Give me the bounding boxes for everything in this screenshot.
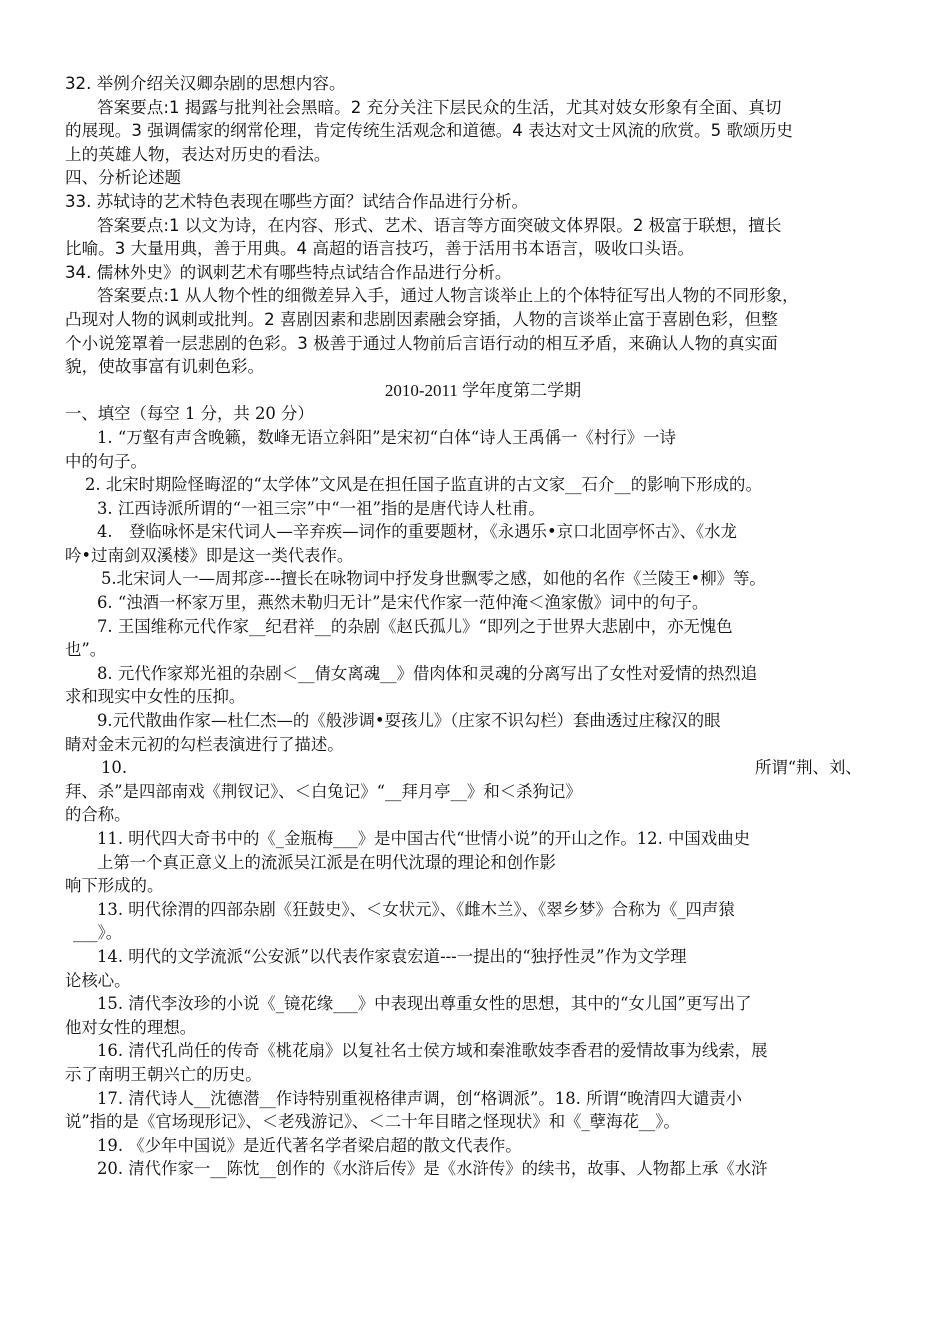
section-heading-analysis: 四、分析论述题 (65, 168, 182, 188)
question-32: 32. 举例介绍关汉卿杂剧的思想内容。 (65, 74, 346, 93)
fill-2: 2. 北宋时期险怪晦涩的“太学体”文风是在担任国子监直讲的古文家__石介__的影响下形成的。 (85, 475, 762, 495)
fill-14-line-1: 14. 明代的文学流派“公安派”以代表作家袁宏道---一提出的“独抒性灵”作为文学理 (97, 946, 687, 966)
fill-11-line-1: 11. 明代四大奇书中的《_金瓶梅___》是中国古代“世情小说”的开山之作。12. 中国戏曲史 (97, 829, 750, 848)
fill-8-line-2: 求和现实中女性的压抑。 (65, 687, 246, 707)
fill-10-number: 10. (101, 758, 128, 778)
fill-3: 3. 江西诗派所谓的“一祖三宗”中“一祖”指的是唐代诗人杜甫。 (97, 498, 545, 518)
fill-9-line-1: 9.元代散曲作家—杜仁杰—的《般涉调•耍孩儿》（庄家不识勾栏）套曲透过庄稼汉的眼 (97, 711, 721, 731)
fill-19: 19. 《少年中国说》是近代著名学者梁启超的散文代表作。 (97, 1135, 522, 1155)
fill-20-line-1: 20. 清代作家一__陈忱__创作的《水浒后传》是《水浒传》的续书，故事、人物都上承《水浒 (97, 1159, 768, 1179)
section-heading-fill-blank: 一、填空（每空 1 分，共 20 分） (65, 404, 314, 424)
question-34: 34. 儒林外史》的讽刺艺术有哪些特点试结合作品进行分析。 (65, 262, 512, 282)
fill-8-line-1: 8. 元代作家郑光祖的杂剧＜__倩女离魂__》借肉体和灵魂的分离写出了女性对爱情的热烈追 (97, 663, 758, 683)
term-title: 2010-2011 学年度第二学期 (384, 380, 582, 400)
fill-12-line-1: 上第一个真正意义上的流派吴江派是在明代沈璟的理论和创作影 (97, 852, 556, 872)
fill-16-line-1: 16. 清代孔尚任的传奇《桃花扇》以复社名士侯方域和秦淮歌妓李香君的爱情故事为线索，展 (97, 1041, 768, 1061)
fill-17-line-1: 17. 清代诗人__沈德潜__作诗特别重视格律声调，创“格调派”。18. 所谓“晚清四大谴责小 (97, 1088, 742, 1108)
fill-13-line-1: 13. 明代徐渭的四部杂剧《狂鼓史》、＜女状元》、《雌木兰》、《翠乡梦》合称为《_四声猿 (97, 899, 735, 919)
answer-34-line-4: 貌，使故事富有讥刺色彩。 (65, 357, 265, 377)
fill-5: 5.北宋词人一—周邦彦---擅长在咏物词中抒发身世飘零之感，如他的名作《兰陵王•柳》等。 (101, 569, 766, 589)
document-page (65, 72, 901, 1181)
question-33: 33. 苏轼诗的艺术特色表现在哪些方面？试结合作品进行分析。 (65, 191, 529, 211)
fill-16-line-2: 示了南明王朝兴亡的历史。 (65, 1064, 262, 1084)
answer-32-line-3: 上的英雄人物，表达对历史的看法。 (65, 144, 331, 164)
answer-33-line-1: 答案要点:1 以文为诗，在内容、形式、艺术、语言等方面突破文体界限。2 极富于联想，擅长 (97, 215, 782, 235)
fill-15-line-1: 15. 清代李汝珍的小说《_镜花缘___》中表现出尊重女性的思想，其中的“女儿国”更写出了 (97, 994, 752, 1014)
fill-14-line-2: 论核心。 (65, 970, 131, 990)
fill-12-line-2: 响下形成的。 (65, 876, 164, 896)
fill-9-line-2: 睛对金末元初的勾栏表演进行了描述。 (65, 734, 344, 754)
fill-4-line-1: 4. 登临咏怀是宋代词人—辛弃疾—词作的重要题材，《永遇乐•京口北固亭怀古》、《水龙 (97, 522, 737, 542)
fill-15-line-2: 他对女性的理想。 (65, 1017, 197, 1037)
fill-1-line-2: 中的句子。 (65, 451, 147, 471)
fill-1-line-1: 1. “万壑有声含晚籁，数峰无语立斜阳”是宋初“白体“诗人王禹偁一《村行》一诗 (97, 427, 676, 447)
answer-34-line-3: 个小说笼罩着一层悲剧的色彩。3 极善于通过人物前后言语行动的相互矛盾，来确认人物的真实面 (65, 333, 778, 353)
fill-13-line-2: ___》。 (73, 923, 123, 943)
answer-32-line-2: 的展现。3 强调儒家的纲常伦理，肯定传统生活观念和道德。4 表达对文士风流的欣赏。5 歌颂历史 (65, 121, 793, 141)
fill-10-line-2: 拜、杀”是四部南戏《荆钗记》、＜白兔记》“__拜月亭__》和＜杀狗记》 (65, 781, 582, 801)
answer-34-line-2: 凸现对人物的讽刺或批判。2 喜剧因素和悲剧因素融会穿插，人物的言谈举止富于喜剧色彩，但整 (65, 309, 778, 329)
answer-33-line-2: 比喻。3 大量用典，善于用典。4 高超的语言技巧，善于活用书本语言，吸收口头语。 (65, 239, 695, 259)
fill-7-line-2: 也”。 (65, 640, 107, 660)
fill-6: 6. “浊酒一杯家万里，燕然未勒归无计”是宋代作家一范仲淹＜渔家傲》词中的句子。 (97, 593, 709, 613)
fill-18-line-2: 说”指的是《官场现形记》、＜老残游记》、＜二十年目睹之怪现状》和《_孽海花__》。 (65, 1112, 680, 1132)
answer-32-line-1: 答案要点:1 揭露与批判社会黑暗。2 充分关注下层民众的生活，尤其对妓女形象有全面、真切 (97, 97, 782, 117)
answer-34-line-1: 答案要点:1 从人物个性的细微差异入手，通过人物言谈举止上的个体特征写出人物的不同形象， (97, 286, 799, 306)
fill-7-line-1: 7. 王国维称元代作家__纪君祥__的杂剧《赵氏孤儿》“即列之于世界大悲剧中，亦无愧色 (97, 616, 733, 636)
fill-4-line-2: 吟•过南剑双溪楼》即是这一类代表作。 (65, 545, 354, 565)
fill-10-lead: 所谓“荆、刘、 (755, 758, 862, 778)
fill-10-line-1 (65, 756, 901, 780)
fill-10-line-3: 的合称。 (65, 805, 131, 825)
